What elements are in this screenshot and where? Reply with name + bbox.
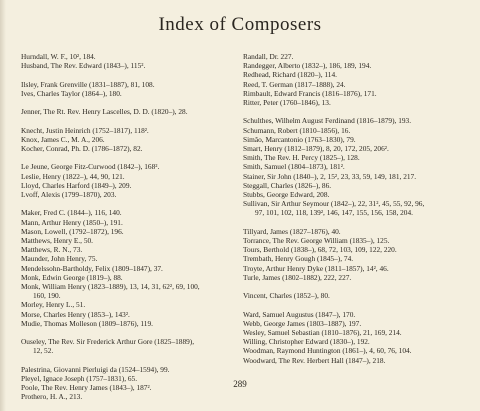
index-entry: Tillyard, James (1827–1876), 40. [243, 226, 341, 236]
entry-gap [21, 153, 243, 162]
index-entry: Mason, Lowell, (1792–1872), 196. [21, 226, 124, 236]
index-entry: Ives, Charles Taylor (1864–), 180. [21, 88, 122, 98]
index-entry: Maunder, John Henry, 75. [21, 254, 98, 264]
index-entry: Palestrina, Giovanni Pierluigi da (1524–1594), 99. [21, 364, 170, 374]
index-entry: Prothero, H. A., 213. [21, 392, 83, 402]
entry-gap [243, 282, 475, 291]
entry-gap [21, 199, 243, 208]
entry-gap [21, 98, 243, 107]
index-entry: Hurndall, W. F., 10², 184. [21, 52, 96, 61]
index-entry: Tours, Berthold (1838–), 68, 72, 103, 109, 122, 220. [243, 245, 397, 255]
index-entry: Ilsley, Frank Grenville (1831–1887), 81, 108. [21, 79, 155, 89]
index-entry: Morley, Henry L., 51. [21, 300, 86, 310]
index-entry: Matthews, R. N., 73. [21, 245, 83, 255]
index-entry: Kocher, Conrad, Ph. D. (1786–1872), 82. [21, 143, 143, 153]
entry-gap [21, 116, 243, 125]
index-entry: Monk, William Henry (1823–1889), 13, 14, 31, 62², 69, 100, [21, 282, 200, 291]
index-entry: Maker, Fred C. (1844–), 116, 140. [21, 208, 122, 218]
index-entry: Troyte, Arthur Henry Dyke (1811–1857), 14², 46. [243, 263, 389, 273]
index-entry: Torrance, The Rev. George William (1835–), 125. [243, 236, 390, 246]
index-entry: Mendelssohn-Bartholdy, Felix (1809–1847), 37. [21, 263, 163, 273]
index-entry: Wesley, Samuel Sebastian (1810–1876), 21, 169, 214. [243, 328, 402, 338]
index-entry: Husband, The Rev. Edward (1843–), 115². [21, 61, 146, 71]
index-entry-continuation: 97, 101, 102, 118, 139², 146, 147, 155, 156, 158, 204. [255, 208, 413, 218]
index-entry: Matthews, Henry E., 50. [21, 235, 93, 245]
index-entry: Vincent, Charles (1852–), 80. [243, 291, 330, 301]
index-entry: Stubbs, George Edward, 208. [243, 190, 330, 200]
entry-gap [21, 328, 243, 337]
index-entry: Steggall, Charles (1826–), 86. [243, 180, 332, 190]
index-entry: Smart, Henry (1812–1879), 8, 20, 172, 205, 206². [243, 144, 389, 154]
page-edge-shadow [0, 0, 6, 411]
index-entry: Randall, Dr. 227. [243, 52, 294, 61]
index-entry: Woodward, The Rev. Herbert Hall (1847–), 218. [243, 355, 386, 365]
index-entry-continuation: 160, 190. [33, 291, 61, 301]
index-entry: Schumann, Robert (1810–1856), 16. [243, 125, 351, 135]
index-entry: Stainer, Sir John (1840–), 2, 15², 23, 33, 59, 149, 181, 217. [243, 171, 417, 181]
entry-gap [243, 218, 475, 227]
index-column-right [243, 52, 475, 365]
index-entry: Ward, Samuel Augustus (1847–), 170. [243, 309, 356, 319]
index-entry: Mann, Arthur Henry (1850–), 191. [21, 217, 123, 227]
index-entry: Turle, James (1802–1882), 222, 227. [243, 272, 352, 282]
index-entry: Webb, George James (1803–1887), 197. [243, 318, 362, 328]
index-entry: Sullivan, Sir Arthur Seymour (1842–), 22, 31², 45, 55, 92, 96, [243, 199, 425, 209]
index-entry: Knox, James C., M. A., 206. [21, 134, 105, 144]
index-entry: Schulthes, Wilhelm August Ferdinand (1816–1879), 193. [243, 116, 412, 126]
index-entry: Woodman, Raymond Huntington (1861–), 4, 60, 76, 104. [243, 346, 412, 356]
index-entry: Willing, Christopher Edward (1830–), 192. [243, 337, 370, 347]
entry-gap [243, 300, 475, 309]
index-entry: Redhead, Richard (1820–), 114. [243, 70, 337, 80]
entry-gap [21, 70, 243, 79]
index-entry: Rimbault, Edward Francis (1816–1876), 171. [243, 88, 377, 98]
index-entry: Knecht, Justin Heinrich (1752–1817), 118². [21, 125, 149, 135]
index-entry: Smith, The Rev. H. Percy (1825–), 128. [243, 153, 360, 163]
entry-gap [243, 107, 475, 116]
index-entry: Morse, Charles Henry (1853–), 143². [21, 309, 130, 319]
index-entry: Ritter, Peter (1760–1846), 13. [243, 98, 331, 108]
page-title: Index of Composers [158, 14, 322, 35]
index-entry: Smith, Samuel (1804–1873), 181². [243, 162, 345, 172]
index-entry: Pleyel, Ignace Joseph (1757–1831), 65. [21, 374, 138, 383]
index-entry: Monk, Edwin George (1819–), 88. [21, 272, 123, 282]
index-entry: Randegger, Alberto (1832–), 186, 189, 194. [243, 61, 372, 71]
index-entry: Poole, The Rev. Henry James (1843–), 187². [21, 383, 152, 393]
index-entry: Jenner, The Rt. Rev. Henry Lascelles, D. D. (1820–), 28. [21, 107, 188, 117]
index-entry: Ouseley, The Rev. Sir Frederick Arthur Gore (1825–1889), [21, 337, 195, 347]
entry-gap [21, 356, 243, 365]
index-entry: Reed, T. German (1817–1888), 24. [243, 79, 346, 89]
index-entry: Leslie, Henry (1822–), 44, 90, 121. [21, 171, 125, 181]
index-entry-continuation: 12, 52. [33, 346, 54, 356]
index-entry: Lvoff, Alexis (1799–1870), 203. [21, 189, 117, 199]
index-entry: Simão, Marcantonio (1763–1830), 79. [243, 134, 356, 144]
page-number: 289 [233, 379, 247, 389]
index-entry: Mudie, Thomas Molleson (1809–1876), 119. [21, 318, 153, 328]
index-column-left [21, 52, 243, 402]
index-entry: Lloyd, Charles Harford (1849–), 209. [21, 180, 132, 190]
index-entry: Trembath, Henry Gough (1845–), 74. [243, 254, 354, 264]
index-entry: Le Jeune, George Fitz-Curwood (1842–), 168². [21, 162, 160, 172]
